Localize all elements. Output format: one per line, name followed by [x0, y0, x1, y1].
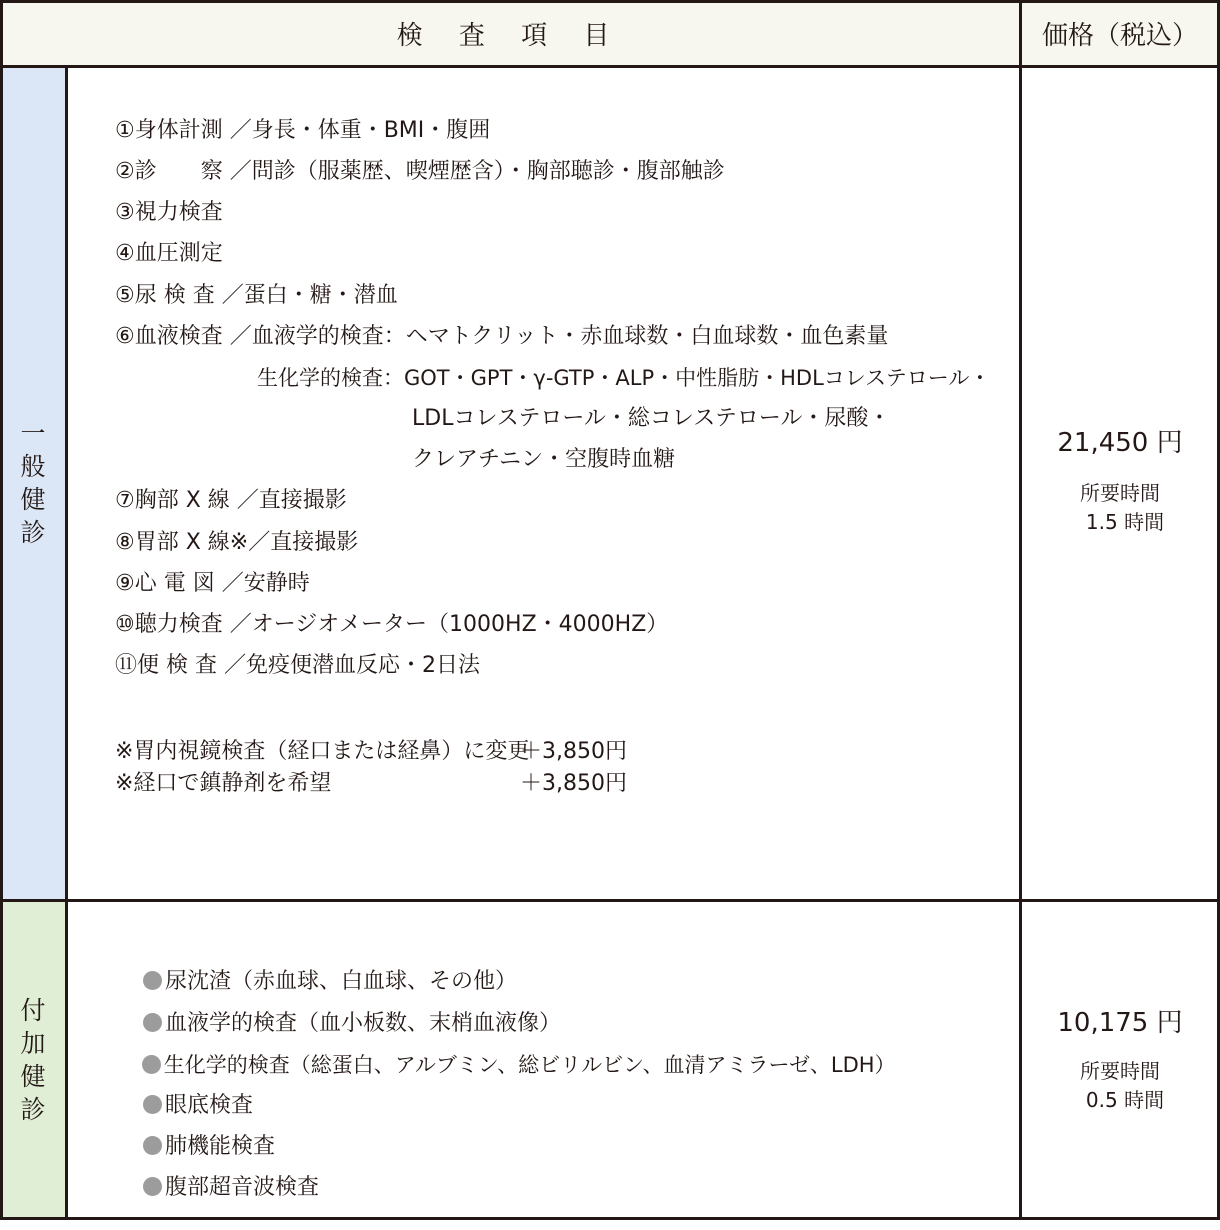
items-header — [0, 0, 1020, 66]
additional-checkup-label — [0, 900, 66, 1220]
general-price-cell — [1020, 422, 1220, 537]
general-item: ⑤尿 検 査 ／蛋白・糖・潜血 — [115, 283, 398, 308]
general-item-continuation: クレアチニン・空腹時血糖 — [412, 447, 676, 472]
option-price: ＋3,850円 — [520, 739, 627, 764]
additional-item-label: 肺機能検査 — [164, 1134, 275, 1159]
bullet-icon — [143, 1177, 162, 1196]
general-item-continuation: LDLコレステロール・総コレステロール・尿酸・ — [412, 406, 891, 431]
general-label-char-3: 健 — [20, 485, 46, 514]
price-column-divider — [1019, 0, 1022, 1220]
additional-item-label: 血液学的検査（血小板数、末梢血液像） — [164, 1011, 561, 1036]
additional-label-char-4: 診 — [20, 1095, 46, 1124]
general-checkup-label — [0, 66, 66, 900]
label-column-divider — [65, 66, 68, 1220]
general-item: ⑨心 電 図 ／安静時 — [115, 571, 310, 596]
general-duration-label: 所要時間 — [1080, 481, 1160, 505]
additional-label-char-2: 加 — [20, 1029, 46, 1058]
general-label-char-4: 診 — [20, 518, 46, 547]
additional-price: 10,175 円 — [1057, 1008, 1183, 1038]
general-item: ⑩聴力検査 ／オージオメーター（1000HZ・4000HZ） — [115, 612, 669, 637]
additional-item-label: 尿沈渣（赤血球、白血球、その他） — [164, 969, 517, 994]
section-divider — [0, 899, 1220, 902]
additional-item-label: 生化学的検査（総蛋白、アルブミン、総ビリルビン、血清アミラーゼ、LDH） — [163, 1053, 896, 1077]
general-item: ①身体計測 ／身長・体重・BMI・腹囲 — [115, 118, 491, 143]
additional-duration-label: 所要時間 — [1080, 1059, 1160, 1083]
general-item: ②診 察 ／問診（服薬歴、喫煙歴含）・胸部聴診・腹部触診 — [115, 159, 725, 184]
general-item: ⑦胸部 X 線 ／直接撮影 — [115, 488, 347, 513]
table-border-top — [0, 0, 1220, 3]
general-item-continuation: 生化学的検査：GOT・GPT・γ-GTP・ALP・中性脂肪・HDLコレステロール・ — [257, 366, 991, 390]
additional-item-label: 眼底検査 — [164, 1093, 253, 1118]
general-item: ⑧胃部 X 線※／直接撮影 — [115, 530, 359, 555]
items-header-label: 検 査 項 目 — [396, 20, 624, 51]
general-item: ⑪便 検 査 ／免疫便潜血反応・2日法 — [115, 653, 480, 678]
price-header — [1020, 0, 1220, 66]
general-label-char-2: 般 — [20, 452, 46, 481]
general-duration-value: 1.5 時間 — [1085, 510, 1165, 534]
price-header-label: 価格（税込） — [1041, 20, 1198, 51]
option-label: ※胃内視鏡検査（経口または経鼻）に変更 — [115, 739, 530, 764]
general-item: ⑥血液検査 ／血液学的検査：ヘマトクリット・赤血球数・白血球数・血色素量 — [115, 324, 889, 349]
header-divider — [0, 65, 1220, 68]
general-price: 21,450 円 — [1057, 428, 1183, 458]
option-label: ※経口で鎮静剤を希望 — [115, 771, 332, 796]
additional-label-char-3: 健 — [20, 1062, 46, 1091]
additional-duration-value: 0.5 時間 — [1085, 1088, 1165, 1112]
general-label-char-1: 一 — [20, 419, 46, 448]
additional-label-char-1: 付 — [20, 996, 46, 1025]
option-price: ＋3,850円 — [520, 771, 627, 796]
additional-price-cell — [1020, 1002, 1220, 1115]
general-item: ③視力検査 — [115, 200, 223, 225]
general-item: ④血圧測定 — [115, 241, 223, 266]
table-border-left — [0, 0, 3, 1220]
additional-item-label: 腹部超音波検査 — [164, 1175, 319, 1200]
